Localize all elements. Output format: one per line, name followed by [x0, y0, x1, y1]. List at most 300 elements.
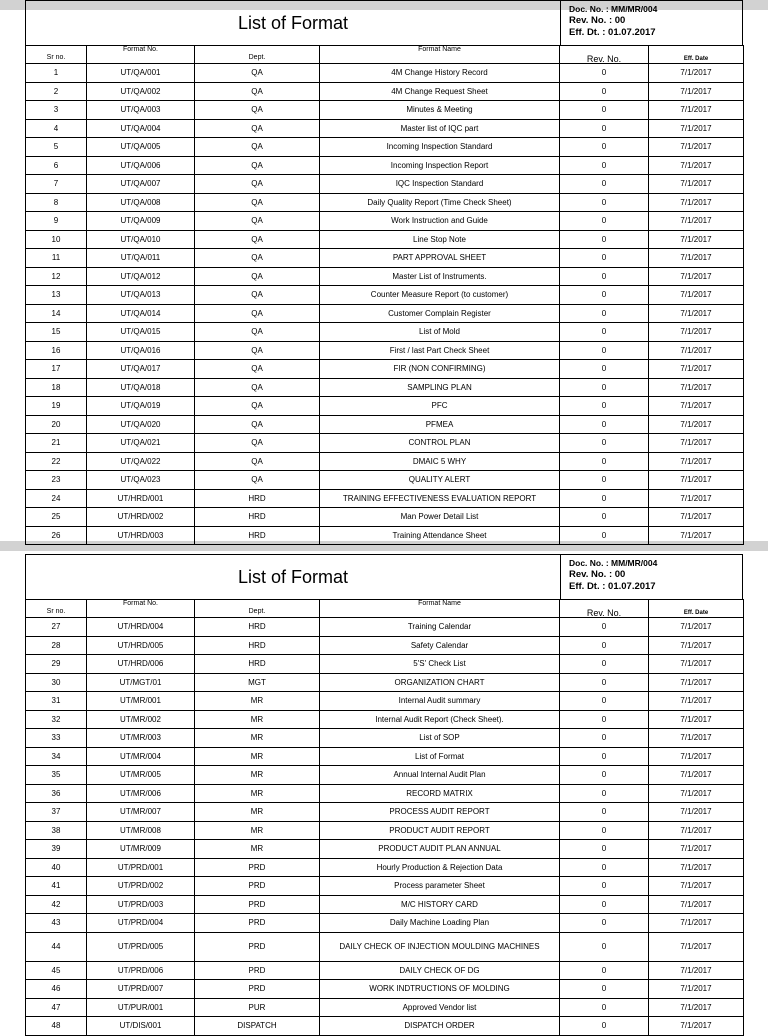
- cell-eff-date: 7/1/2017: [649, 193, 744, 212]
- cell-dept: HRD: [195, 526, 320, 545]
- cell-format-no: UT/HRD/004: [87, 618, 195, 637]
- cell-format-no: UT/PRD/001: [87, 858, 195, 877]
- table-header-row: [26, 600, 744, 618]
- cell-format-name: Work Instruction and Guide: [320, 212, 560, 231]
- cell-eff-date: 7/1/2017: [649, 489, 744, 508]
- format-table: [25, 45, 744, 545]
- cell-rev-no: 0: [560, 471, 649, 490]
- cell-format-name: Man Power Detail List: [320, 508, 560, 527]
- table-row: [26, 175, 744, 194]
- cell-eff-date: 7/1/2017: [649, 212, 744, 231]
- cell-sr-no: 35: [26, 766, 87, 785]
- cell-eff-date: 7/1/2017: [649, 747, 744, 766]
- cell-format-name: Approved Vendor list: [320, 998, 560, 1017]
- cell-format-no: UT/QA/007: [87, 175, 195, 194]
- cell-sr-no: 44: [26, 932, 87, 961]
- doc-number: Doc. No. : MM/MR/004: [569, 4, 658, 14]
- page-title: List of Format: [26, 1, 561, 45]
- col-dept: Dept.: [195, 46, 320, 64]
- cell-dept: PRD: [195, 877, 320, 896]
- cell-format-name: Safety Calendar: [320, 636, 560, 655]
- cell-dept: DISPATCH: [195, 1017, 320, 1036]
- cell-format-name: Process parameter Sheet: [320, 877, 560, 896]
- cell-format-no: UT/MR/001: [87, 692, 195, 711]
- cell-eff-date: 7/1/2017: [649, 471, 744, 490]
- table-row: [26, 304, 744, 323]
- col-sr-no: Sr no.: [26, 46, 87, 64]
- cell-sr-no: 11: [26, 249, 87, 268]
- cell-dept: HRD: [195, 489, 320, 508]
- cell-eff-date: 7/1/2017: [649, 526, 744, 545]
- doc-number: Doc. No. : MM/MR/004: [569, 558, 658, 568]
- doc-info: [569, 3, 657, 39]
- table-row: [26, 508, 744, 527]
- cell-sr-no: 38: [26, 821, 87, 840]
- revision-number: Rev. No. : 00: [569, 569, 626, 580]
- cell-sr-no: 9: [26, 212, 87, 231]
- cell-format-no: UT/MGT/01: [87, 673, 195, 692]
- cell-format-name: Daily Machine Loading Plan: [320, 914, 560, 933]
- table-row: [26, 877, 744, 896]
- revision-number: Rev. No. : 00: [569, 15, 626, 26]
- cell-eff-date: 7/1/2017: [649, 784, 744, 803]
- cell-dept: QA: [195, 230, 320, 249]
- cell-rev-no: 0: [560, 766, 649, 785]
- cell-format-no: UT/HRD/003: [87, 526, 195, 545]
- cell-sr-no: 30: [26, 673, 87, 692]
- cell-dept: QA: [195, 267, 320, 286]
- cell-format-no: UT/QA/011: [87, 249, 195, 268]
- cell-dept: MR: [195, 803, 320, 822]
- cell-sr-no: 18: [26, 378, 87, 397]
- cell-format-no: UT/QA/006: [87, 156, 195, 175]
- cell-dept: PRD: [195, 932, 320, 961]
- cell-rev-no: 0: [560, 914, 649, 933]
- cell-format-no: UT/MR/004: [87, 747, 195, 766]
- cell-eff-date: 7/1/2017: [649, 434, 744, 453]
- cell-format-name: Training Calendar: [320, 618, 560, 637]
- cell-rev-no: 0: [560, 138, 649, 157]
- cell-rev-no: 0: [560, 267, 649, 286]
- cell-eff-date: 7/1/2017: [649, 998, 744, 1017]
- table-row: [26, 415, 744, 434]
- cell-format-no: UT/QA/017: [87, 360, 195, 379]
- cell-rev-no: 0: [560, 415, 649, 434]
- cell-dept: MR: [195, 692, 320, 711]
- cell-format-name: TRAINING EFFECTIVENESS EVALUATION REPORT: [320, 489, 560, 508]
- cell-eff-date: 7/1/2017: [649, 230, 744, 249]
- cell-sr-no: 46: [26, 980, 87, 999]
- cell-format-name: List of Mold: [320, 323, 560, 342]
- sheet-header: [25, 554, 743, 599]
- cell-format-name: SAMPLING PLAN: [320, 378, 560, 397]
- cell-dept: MR: [195, 710, 320, 729]
- cell-dept: MR: [195, 821, 320, 840]
- cell-format-name: WORK INDTRUCTIONS OF MOLDING: [320, 980, 560, 999]
- col-rev-no: Rev. No.: [560, 46, 649, 64]
- page-title: List of Format: [26, 555, 561, 599]
- table-row: [26, 193, 744, 212]
- cell-format-name: Training Attendance Sheet: [320, 526, 560, 545]
- cell-format-name: Incoming Inspection Standard: [320, 138, 560, 157]
- cell-rev-no: 0: [560, 452, 649, 471]
- cell-eff-date: 7/1/2017: [649, 138, 744, 157]
- cell-dept: QA: [195, 397, 320, 416]
- cell-eff-date: 7/1/2017: [649, 119, 744, 138]
- table-row: [26, 961, 744, 980]
- cell-format-name: Hourly Production & Rejection Data: [320, 858, 560, 877]
- cell-format-name: 4M Change Request Sheet: [320, 82, 560, 101]
- table-row: [26, 840, 744, 859]
- cell-sr-no: 39: [26, 840, 87, 859]
- cell-dept: QA: [195, 304, 320, 323]
- cell-sr-no: 42: [26, 895, 87, 914]
- cell-rev-no: 0: [560, 286, 649, 305]
- effective-date: Eff. Dt. : 01.07.2017: [569, 581, 656, 592]
- cell-format-no: UT/QA/019: [87, 397, 195, 416]
- cell-format-no: UT/MR/008: [87, 821, 195, 840]
- cell-format-no: UT/QA/012: [87, 267, 195, 286]
- cell-eff-date: 7/1/2017: [649, 710, 744, 729]
- cell-dept: QA: [195, 378, 320, 397]
- cell-format-no: UT/MR/002: [87, 710, 195, 729]
- table-row: [26, 267, 744, 286]
- cell-format-name: RECORD MATRIX: [320, 784, 560, 803]
- col-sr-no: Sr no.: [26, 600, 87, 618]
- cell-sr-no: 12: [26, 267, 87, 286]
- cell-sr-no: 40: [26, 858, 87, 877]
- table-row: [26, 341, 744, 360]
- cell-rev-no: 0: [560, 193, 649, 212]
- table-row: [26, 766, 744, 785]
- cell-rev-no: 0: [560, 840, 649, 859]
- cell-eff-date: 7/1/2017: [649, 304, 744, 323]
- cell-dept: PRD: [195, 980, 320, 999]
- cell-sr-no: 27: [26, 618, 87, 637]
- cell-dept: QA: [195, 119, 320, 138]
- cell-eff-date: 7/1/2017: [649, 840, 744, 859]
- cell-format-no: UT/PRD/002: [87, 877, 195, 896]
- cell-eff-date: 7/1/2017: [649, 618, 744, 637]
- table-row: [26, 821, 744, 840]
- cell-rev-no: 0: [560, 230, 649, 249]
- cell-sr-no: 15: [26, 323, 87, 342]
- cell-eff-date: 7/1/2017: [649, 341, 744, 360]
- cell-sr-no: 4: [26, 119, 87, 138]
- cell-format-no: UT/QA/004: [87, 119, 195, 138]
- cell-eff-date: 7/1/2017: [649, 508, 744, 527]
- cell-format-no: UT/MR/009: [87, 840, 195, 859]
- cell-format-name: DISPATCH ORDER: [320, 1017, 560, 1036]
- table-row: [26, 526, 744, 545]
- cell-dept: MR: [195, 766, 320, 785]
- cell-rev-no: 0: [560, 526, 649, 545]
- cell-rev-no: 0: [560, 82, 649, 101]
- cell-format-no: UT/QA/009: [87, 212, 195, 231]
- cell-format-no: UT/PRD/005: [87, 932, 195, 961]
- table-row: [26, 156, 744, 175]
- table-row: [26, 360, 744, 379]
- cell-format-no: UT/QA/005: [87, 138, 195, 157]
- cell-sr-no: 16: [26, 341, 87, 360]
- cell-rev-no: 0: [560, 747, 649, 766]
- table-row: [26, 673, 744, 692]
- cell-rev-no: 0: [560, 877, 649, 896]
- cell-format-name: Customer Complain Register: [320, 304, 560, 323]
- cell-rev-no: 0: [560, 710, 649, 729]
- cell-rev-no: 0: [560, 508, 649, 527]
- cell-eff-date: 7/1/2017: [649, 452, 744, 471]
- cell-dept: HRD: [195, 636, 320, 655]
- cell-sr-no: 13: [26, 286, 87, 305]
- cell-rev-no: 0: [560, 360, 649, 379]
- table-row: [26, 119, 744, 138]
- cell-sr-no: 10: [26, 230, 87, 249]
- cell-sr-no: 19: [26, 397, 87, 416]
- cell-format-no: UT/QA/015: [87, 323, 195, 342]
- cell-sr-no: 7: [26, 175, 87, 194]
- cell-format-no: UT/QA/020: [87, 415, 195, 434]
- cell-format-no: UT/QA/022: [87, 452, 195, 471]
- cell-rev-no: 0: [560, 980, 649, 999]
- cell-sr-no: 43: [26, 914, 87, 933]
- format-sheet-1: [25, 0, 743, 545]
- cell-sr-no: 48: [26, 1017, 87, 1036]
- cell-dept: QA: [195, 452, 320, 471]
- cell-sr-no: 25: [26, 508, 87, 527]
- cell-dept: PRD: [195, 961, 320, 980]
- cell-format-name: Counter Measure Report (to customer): [320, 286, 560, 305]
- cell-format-name: Internal Audit summary: [320, 692, 560, 711]
- cell-format-no: UT/QA/003: [87, 101, 195, 120]
- table-header-row: [26, 46, 744, 64]
- cell-format-name: QUALITY ALERT: [320, 471, 560, 490]
- cell-sr-no: 41: [26, 877, 87, 896]
- cell-format-name: Annual Internal Audit Plan: [320, 766, 560, 785]
- table-row: [26, 636, 744, 655]
- cell-format-no: UT/PRD/003: [87, 895, 195, 914]
- cell-rev-no: 0: [560, 64, 649, 83]
- cell-format-no: UT/QA/023: [87, 471, 195, 490]
- cell-sr-no: 31: [26, 692, 87, 711]
- cell-rev-no: 0: [560, 249, 649, 268]
- cell-dept: QA: [195, 193, 320, 212]
- table-row: [26, 655, 744, 674]
- col-eff-date: Eff. Date: [649, 600, 744, 618]
- cell-eff-date: 7/1/2017: [649, 267, 744, 286]
- cell-format-no: UT/MR/003: [87, 729, 195, 748]
- cell-dept: QA: [195, 415, 320, 434]
- format-table: [25, 599, 744, 1036]
- table-row: [26, 138, 744, 157]
- cell-rev-no: 0: [560, 692, 649, 711]
- cell-format-no: UT/HRD/006: [87, 655, 195, 674]
- cell-eff-date: 7/1/2017: [649, 729, 744, 748]
- cell-rev-no: 0: [560, 784, 649, 803]
- cell-dept: MR: [195, 840, 320, 859]
- cell-format-no: UT/DIS/001: [87, 1017, 195, 1036]
- cell-rev-no: 0: [560, 323, 649, 342]
- cell-format-name: PRODUCT AUDIT PLAN ANNUAL: [320, 840, 560, 859]
- cell-dept: PRD: [195, 858, 320, 877]
- cell-rev-no: 0: [560, 636, 649, 655]
- cell-dept: QA: [195, 64, 320, 83]
- table-row: [26, 452, 744, 471]
- cell-format-name: List of Format: [320, 747, 560, 766]
- table-row: [26, 323, 744, 342]
- cell-eff-date: 7/1/2017: [649, 378, 744, 397]
- cell-eff-date: 7/1/2017: [649, 175, 744, 194]
- col-format-no: Format No.: [87, 600, 195, 618]
- cell-rev-no: 0: [560, 489, 649, 508]
- table-row: [26, 803, 744, 822]
- cell-dept: QA: [195, 360, 320, 379]
- cell-rev-no: 0: [560, 397, 649, 416]
- cell-format-no: UT/HRD/002: [87, 508, 195, 527]
- cell-sr-no: 23: [26, 471, 87, 490]
- cell-sr-no: 29: [26, 655, 87, 674]
- cell-format-name: PRODUCT AUDIT REPORT: [320, 821, 560, 840]
- cell-sr-no: 22: [26, 452, 87, 471]
- cell-format-name: CONTROL PLAN: [320, 434, 560, 453]
- cell-dept: PUR: [195, 998, 320, 1017]
- cell-eff-date: 7/1/2017: [649, 415, 744, 434]
- cell-format-no: UT/PUR/001: [87, 998, 195, 1017]
- cell-format-name: DAILY CHECK OF INJECTION MOULDING MACHINES: [320, 932, 560, 961]
- cell-sr-no: 37: [26, 803, 87, 822]
- cell-eff-date: 7/1/2017: [649, 156, 744, 175]
- cell-eff-date: 7/1/2017: [649, 692, 744, 711]
- cell-sr-no: 6: [26, 156, 87, 175]
- cell-rev-no: 0: [560, 341, 649, 360]
- table-row: [26, 434, 744, 453]
- table-row: [26, 286, 744, 305]
- cell-format-name: ORGANIZATION CHART: [320, 673, 560, 692]
- col-rev-no: Rev. No.: [560, 600, 649, 618]
- cell-sr-no: 3: [26, 101, 87, 120]
- cell-format-no: UT/PRD/004: [87, 914, 195, 933]
- cell-rev-no: 0: [560, 803, 649, 822]
- cell-format-no: UT/PRD/006: [87, 961, 195, 980]
- cell-rev-no: 0: [560, 655, 649, 674]
- cell-format-name: PFC: [320, 397, 560, 416]
- cell-eff-date: 7/1/2017: [649, 821, 744, 840]
- cell-sr-no: 2: [26, 82, 87, 101]
- cell-eff-date: 7/1/2017: [649, 101, 744, 120]
- cell-dept: QA: [195, 101, 320, 120]
- cell-format-no: UT/QA/002: [87, 82, 195, 101]
- cell-format-name: DAILY CHECK OF DG: [320, 961, 560, 980]
- cell-rev-no: 0: [560, 156, 649, 175]
- table-row: [26, 64, 744, 83]
- table-row: [26, 397, 744, 416]
- cell-rev-no: 0: [560, 101, 649, 120]
- table-row: [26, 212, 744, 231]
- cell-format-name: PFMEA: [320, 415, 560, 434]
- cell-rev-no: 0: [560, 1017, 649, 1036]
- cell-dept: HRD: [195, 618, 320, 637]
- cell-sr-no: 34: [26, 747, 87, 766]
- cell-rev-no: 0: [560, 119, 649, 138]
- table-row: [26, 230, 744, 249]
- table-row: [26, 914, 744, 933]
- cell-format-name: Incoming Inspection Report: [320, 156, 560, 175]
- cell-dept: QA: [195, 249, 320, 268]
- cell-sr-no: 14: [26, 304, 87, 323]
- cell-dept: QA: [195, 82, 320, 101]
- cell-eff-date: 7/1/2017: [649, 895, 744, 914]
- cell-format-name: Master List of Instruments.: [320, 267, 560, 286]
- cell-format-name: 5'S' Check List: [320, 655, 560, 674]
- cell-dept: MR: [195, 729, 320, 748]
- cell-format-name: DMAIC 5 WHY: [320, 452, 560, 471]
- cell-dept: MR: [195, 784, 320, 803]
- cell-format-no: UT/QA/016: [87, 341, 195, 360]
- table-row: [26, 932, 744, 961]
- table-row: [26, 1017, 744, 1036]
- cell-eff-date: 7/1/2017: [649, 932, 744, 961]
- table-row: [26, 858, 744, 877]
- table-row: [26, 747, 744, 766]
- cell-eff-date: 7/1/2017: [649, 249, 744, 268]
- cell-dept: QA: [195, 212, 320, 231]
- cell-format-name: Internal Audit Report (Check Sheet).: [320, 710, 560, 729]
- cell-dept: QA: [195, 156, 320, 175]
- table-row: [26, 489, 744, 508]
- cell-format-no: UT/MR/005: [87, 766, 195, 785]
- cell-format-no: UT/HRD/005: [87, 636, 195, 655]
- cell-format-no: UT/QA/008: [87, 193, 195, 212]
- cell-format-name: PROCESS AUDIT REPORT: [320, 803, 560, 822]
- cell-dept: QA: [195, 434, 320, 453]
- cell-rev-no: 0: [560, 858, 649, 877]
- col-format-no: Format No.: [87, 46, 195, 64]
- table-row: [26, 784, 744, 803]
- cell-eff-date: 7/1/2017: [649, 803, 744, 822]
- cell-format-name: List of SOP: [320, 729, 560, 748]
- cell-dept: PRD: [195, 914, 320, 933]
- cell-sr-no: 21: [26, 434, 87, 453]
- cell-rev-no: 0: [560, 378, 649, 397]
- table-row: [26, 692, 744, 711]
- cell-rev-no: 0: [560, 175, 649, 194]
- cell-format-name: FIR (NON CONFIRMING): [320, 360, 560, 379]
- cell-eff-date: 7/1/2017: [649, 655, 744, 674]
- cell-format-no: UT/QA/018: [87, 378, 195, 397]
- col-format-name: Format Name: [320, 46, 560, 64]
- cell-eff-date: 7/1/2017: [649, 64, 744, 83]
- cell-dept: MR: [195, 747, 320, 766]
- cell-format-no: UT/QA/010: [87, 230, 195, 249]
- cell-rev-no: 0: [560, 932, 649, 961]
- cell-format-name: Line Stop Note: [320, 230, 560, 249]
- cell-sr-no: 33: [26, 729, 87, 748]
- cell-dept: QA: [195, 138, 320, 157]
- cell-dept: QA: [195, 471, 320, 490]
- table-row: [26, 101, 744, 120]
- cell-dept: HRD: [195, 508, 320, 527]
- cell-eff-date: 7/1/2017: [649, 1017, 744, 1036]
- cell-eff-date: 7/1/2017: [649, 766, 744, 785]
- effective-date: Eff. Dt. : 01.07.2017: [569, 27, 656, 38]
- cell-dept: QA: [195, 286, 320, 305]
- cell-dept: QA: [195, 175, 320, 194]
- cell-format-name: IQC Inspection Standard: [320, 175, 560, 194]
- cell-dept: QA: [195, 341, 320, 360]
- table-row: [26, 710, 744, 729]
- cell-rev-no: 0: [560, 434, 649, 453]
- cell-format-name: 4M Change History Record: [320, 64, 560, 83]
